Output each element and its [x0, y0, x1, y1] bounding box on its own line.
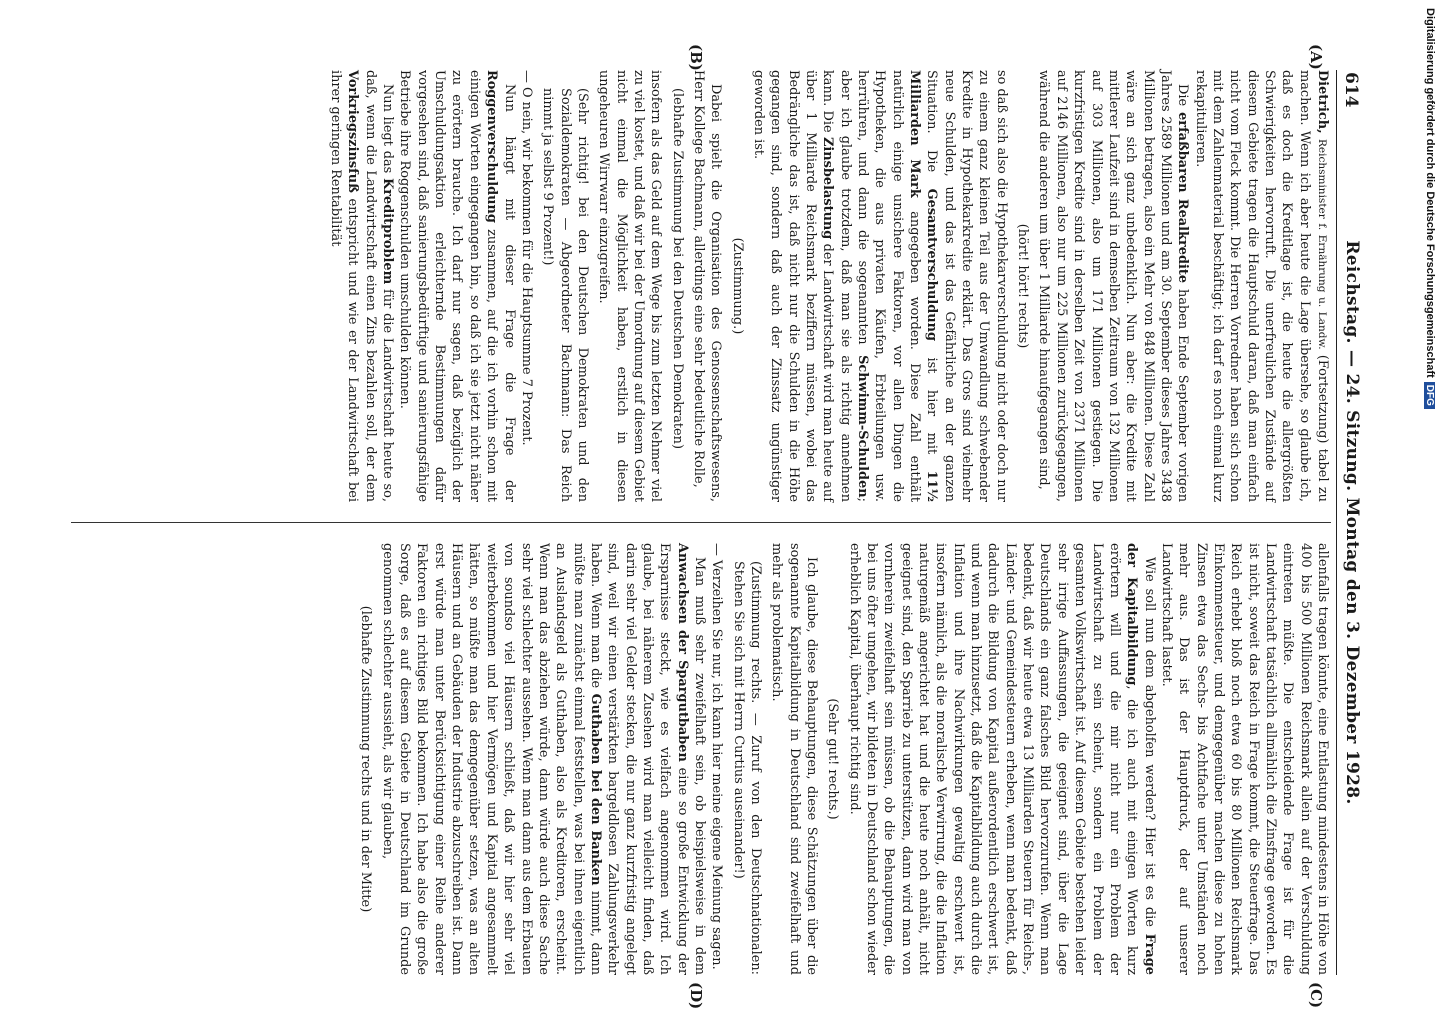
bold-term: erfaßbaren Realkredite: [1175, 112, 1191, 284]
paragraph-text: haben Ende September vorigen Jahres 2589 Millionen und am 30. September dieses Jahres 3438 Millionen betragen, also ein Mehr von 848 Millionen. Diese Zahl wäre an sich ganz unbedenklich. Nun aber: die Kredite mit mittlerer Laufzeit sind in demselben Zeitraum von 132 Millionen auf 303 Millionen, also um 171 Millionen gestiegen. Die kurzfristigen Kredite sind in derselben Zeit von 2371 Millionen auf 2146 Millionen, also nur um 225 Millionen zurückgegangen, während die anderen um über 1 Milliarde hinaufgegangen sind,: [1036, 70, 1191, 503]
paragraph-text: angegeben worden. Diese Zahl enthält natürlich einige unsichere Faktoren, vor allen Dingen die Hypotheken, die aus privaten Käufen, Erbteilungen usw. herrühren, und dann die sogenannten: [855, 70, 923, 502]
interjection: (Zustimmung.): [729, 237, 745, 335]
paragraph-text: , die ich auch mit einigen Worten kurz erörtern will und die mir nicht nur ein Problem der Landwirtschaft zu sein scheint, sondern ein Problem der gesamten Volkswirtschaft ist. Auf diesem Gebiete bestehen leider sehr irrige Auffassungen, die geeignet sind, über die Lage Deutschlands ein ganz falsches Bild hervorzurufen. Wenn man bedenkt, daß wir heute etwa 13 Milliarden Steuern für Reichs-, Länder- und Gemeindesteuern erheben, wenn man bedenkt, daß dadurch die Bildung von Kapital außerordentlich erschwert ist, und wenn man hinzusetzt, daß die Kapitalbildung auch durch die Inflation und ihre Nachwirkungen gewaltig erschwert ist, insofern nämlich, als die moralische Verwirrung, die die Inflation naturgemäß angerichtet hat und die heute noch anhält, nicht geeignet sind, den Sparrieb zu unterstützen, dann wird man von vornherein zweifelhaft sein müssen, ob die Behauptungen, die bei uns öfter umgehen, wir bildeten in Deutschland schon wieder erheblich Kapital, überhaupt richtig sind.: [846, 543, 1140, 976]
paragraph: — Verzeihen Sie nur, ich kann hier meine eigene Meinung sagen.: [709, 543, 725, 970]
bold-term: Guthaben bei den Banken: [587, 693, 603, 886]
paragraph-text: eine so große Entwicklung der Ersparnisse steckt, wie es vielfach angenommen wird. Ich glaube, bei näherem Zusehen wird man vielleicht finden, daß darin sehr viel Gelder stecken, die nur ganz kurzfristig angelegt sind, weil wir einen verstärkten bargeldlosen Zahlungsverkehr haben. Wenn man die: [587, 543, 690, 976]
margin-letter-c: (C): [1307, 982, 1325, 1009]
paragraph-text: entspricht und wie er der Landwirtschaft bei ihrer geringen Rentabilität: [328, 70, 361, 502]
bold-term: Kreditproblem: [380, 178, 396, 285]
paragraph: [327, 70, 396, 502]
interjection: (lebhafte Zustimmung bei den Deutschen Demokraten): [669, 88, 685, 450]
interjection: (hört! hört! rechts): [1015, 223, 1031, 349]
right-column: [353, 543, 1331, 975]
page-number: 614: [1341, 72, 1361, 108]
paragraph-text: der Landwirtschaft wird man heute auf über 1 Milliarde Reichsmark beziffern müssen, wobei das Bedrängliche das ist, daß nicht nur die Schulden in die Höhe gegangen sind, sondern daß auch der Zinssatz ungünstiger geworden ist.: [751, 70, 836, 503]
paragraph: — O nein, wir bekommen für die Hauptsumme 7 Prozent.: [518, 70, 534, 446]
bold-term: Roggenverschuldung: [484, 70, 500, 223]
paragraph: [750, 70, 1010, 502]
margin-letter-d: (D): [687, 982, 705, 1009]
paragraph-text: Wie soll nun dem abgeholfen werden? Hier ist es die: [1141, 557, 1157, 934]
paragraph: Dabei spielt die Organisation des Genossenschaftswesens, Herr Kollege Bachmann, allerdings eine sehr bedeutliche Rolle,: [690, 70, 724, 502]
paragraph: [396, 70, 517, 502]
credit-text: Digitalisierung gefördert durch die Deutsche Forschungsgemeinschaft: [1424, 8, 1436, 378]
speaker-role: Reichsminister f. Ernährung u. Landw.: [1316, 138, 1328, 350]
bold-term: Zinsbelastung: [820, 136, 836, 240]
header-rule: [1336, 70, 1337, 975]
paragraph: insofern als das Geld auf dem Wege bis zum letzten Nehmer viel zu viel kostet, und daß wir bei der Umordnung auf diesem Gebiet nicht einmal die Möglichkeit haben, erstlich in diesen ungeheuren Wirrwarr einzugreifen.: [596, 70, 664, 502]
bold-term: Frage der Kapitalbildung: [1124, 543, 1157, 975]
paragraph: allenfalls tragen könnte, eine Entlastung mindestens in Höhe von 400 bis 500 Millionen Reichsmark allein auf der Verschuldung eintreten müßte. Die entscheidende Frage ist für die Landwirtschaft tatsächlich allmählich die Zinsfrage geworden. Es ist nicht, soweit das Reich in Frage kommt, die Steuerfrage. Das Reich erhebt bloß noch etwa 60 bis 80 Millionen Reichsmark Einkommensteuer, und demgegenüber machen diese zu hohen Zinsen etwa das Sechs- bis Achtfache unter Umständen noch mehr aus. Das ist der Hauptdruck, der auf unserer Landwirtschaft lastet.: [1158, 543, 1330, 975]
paragraph-text: (Fortsetzung) tabel zu machen. Wenn ich aber heute die Lage übersehe, so glaube ich, daß es doch die Kreditlage ist, die heute die allergrößten Schwierigkeiten hervorruft. Die unerfreulichen Zustände auf diesem Gebiete tragen die Hauptschuld daran, daß man einfach nicht vom Fleck kommt. Die Herren Vorredner haben sich schon mit dem Zahlenmaterial beschäftigt; ich darf es noch einmal kurz rekapitulieren.: [1192, 70, 1330, 502]
interjection: (lebhafte Zustimmung rechts und in der Mitte): [358, 605, 374, 913]
paragraph-text: Nun hängt mit dieser Frage die Frage der: [501, 84, 517, 502]
paragraph: Ich glaube, diese Behauptungen, diese Schätzungen über die sogenannte Kapitalbildung in Deutschland sind zweifelhaft und mehr als problematisch.: [769, 543, 820, 975]
speaker-name: Dietrich,: [1315, 70, 1330, 134]
paragraph-text: nimmt, dann müßte man zunächst einmal feststellen, was bei ihnen eigentlich an Auslandsgeld als Guthaben, also als Kreditoren, erscheint. Wenn man das abziehen würde, dann würde auch diese Sache sehr viel schlechter aussehen. Wenn man dann aus dem Erbauen von soundso viel Häusern schließt, daß wir hier sehr viel weiterbekommen und hier Vermögen und Kapital angesammelt hätten, so müßte man das demgegenüber setzen, was an alten Häusern und an Gebäuden der Industrie abzuschreiben ist. Dann erst würde man unter Berücksichtigung einer Reihe anderer Faktoren ein richtiges Bild bekommen. Ich habe also die große Sorge, daß es auf diesem Gebiete in Deutschland im Grunde genommen schlechter aussieht, als wir glauben,: [379, 543, 603, 975]
page-title: Reichstag. — 24. Sitzung. Montag den 3. Dezember 1928.: [1342, 240, 1362, 805]
paragraph-text: Nun liegt das: [380, 84, 396, 179]
paragraph-text: für die Landwirtschaft heute so, daß, wenn die Landwirtschaft einen Zins bezahlen soll, der dem: [362, 70, 396, 502]
dfg-logo: DFG: [1424, 382, 1435, 409]
paragraph-text: so daß sich also die Hypothekarverschuldung nicht oder doch nur zu einem ganz kleinen Teil aus der Umwandlung schwebender Kredite in Hypothekarkredite erklärt. Das Gros sind vielmehr neue Schulden, und das ist das Gefährliche an der ganzen Situation. Die: [924, 70, 1009, 502]
paragraph-text: Die: [1175, 84, 1191, 113]
paragraph-text: Man muß sehr zweifelhaft sein, ob beispielsweise in dem: [691, 557, 707, 975]
margin-letter-b: (B): [687, 44, 705, 71]
paragraph-text: ; aber ich glaube trotzdem, daß man sie als richtig annehmen kann. Die: [820, 70, 871, 502]
bold-term: Anwachsen der Spargutbaben: [674, 543, 690, 762]
bold-term: 11½ Milliarden Mark: [907, 70, 940, 502]
digitization-credit-text: [1424, 8, 1436, 998]
digitization-credit: [1424, 8, 1436, 998]
interjection: (Zustimmung rechts. — Zuruf von den Deutschnationalen: Stehen Sie sich mit Herrn Curtius auseinander!): [730, 561, 763, 975]
page-header: [1339, 70, 1365, 975]
paragraph-text: ist hier mit: [924, 341, 940, 471]
newspaper-page: [60, 44, 1365, 1009]
paragraph: [1035, 70, 1191, 502]
paragraph: [1191, 70, 1331, 502]
interjection: (Sehr gut! rechts.): [825, 698, 841, 820]
paragraph: [378, 543, 708, 975]
margin-letter-a: (A): [1307, 44, 1325, 70]
bold-term: Schwimm-Schulden: [855, 355, 871, 498]
paragraph: [845, 543, 1157, 975]
interjection: (Sehr richtig! bei den Deutschen Demokraten und den Sozialdemokraten — Abgeordneter Bachmann: Das Reich nimmt ja selbst 9 Prozent!): [540, 88, 590, 502]
left-column: [327, 70, 1331, 502]
bold-term: Gesamtverschuldung: [924, 188, 940, 342]
column-divider: [71, 522, 1331, 523]
paragraph-text: zusammen, auf die ich vorhin schon mit einigen Worten eingegangen bin, so daß ich sie jetzt nicht näher zu erörtern brauche. Ich darf nur sagen, daß bezüglich der Umschuldungsaktion erleichternde Bestimmungen dafür vorgesehen sind, daß sanierungsbedürftige und sanierungsfähige Betriebe ihre Roggenschulden umschulden können.: [397, 70, 500, 502]
bold-term: Vorkriegszinsfuß: [345, 70, 361, 193]
